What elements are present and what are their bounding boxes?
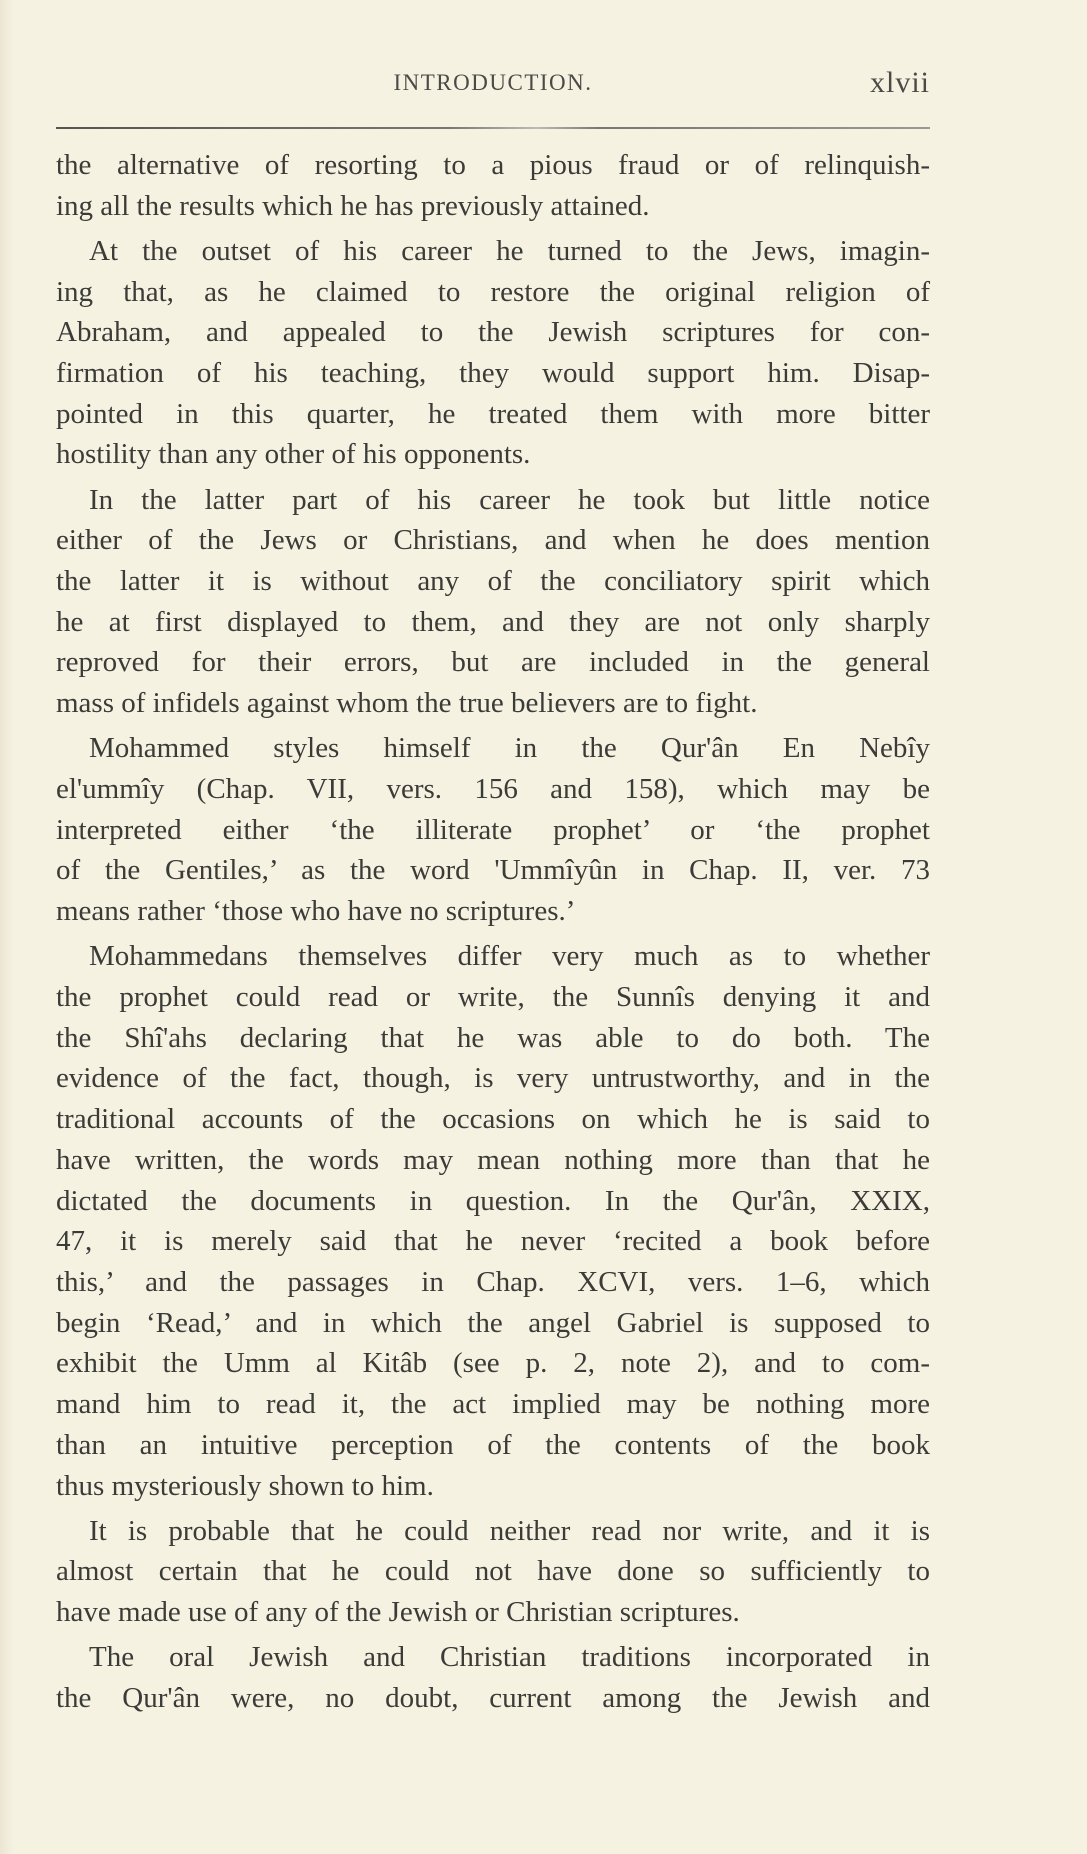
text-line: el'ummîy (Chap. VII, vers. 156 and 158), which may be: [56, 773, 930, 806]
paragraph: [56, 1511, 930, 1633]
text-line: Mohammedans themselves differ very much as to whether: [89, 940, 930, 973]
text-line: evidence of the fact, though, is very untrustworthy, and in the: [56, 1062, 930, 1095]
body-text: [56, 145, 930, 1719]
text-line: reproved for their errors, but are included in the general: [56, 646, 930, 679]
text-line: this,’ and the passages in Chap. XCVI, vers. 1–6, which: [56, 1265, 930, 1298]
paragraph: [56, 145, 930, 226]
paragraph: [56, 480, 930, 724]
paragraph: [56, 231, 930, 475]
text-line: the prophet could read or write, the Sunnîs denying it and: [56, 981, 930, 1014]
text-line: hostility than any other of his opponents.: [56, 438, 531, 471]
text-line: mass of infidels against whom the true believers are to fight.: [56, 687, 758, 720]
text-line: dictated the documents in question. In the Qur'ân, XXIX,: [56, 1184, 930, 1217]
text-line: have written, the words may mean nothing more than that he: [56, 1143, 930, 1176]
text-line: than an intuitive perception of the contents of the book: [56, 1428, 930, 1461]
text-line: the latter it is without any of the conciliatory spirit which: [56, 565, 930, 598]
text-line: he at first displayed to them, and they are not only sharply: [56, 605, 930, 638]
text-line: the alternative of resorting to a pious fraud or of relinquish-: [56, 149, 930, 181]
page-number: xlvii: [869, 66, 930, 99]
text-line: thus mysteriously shown to him.: [56, 1469, 434, 1502]
paragraph: [56, 1637, 930, 1718]
text-line: In the latter part of his career he took but little notice: [89, 483, 930, 516]
text-line: exhibit the Umm al Kitâb (see p. 2, note 2), and to com-: [56, 1347, 930, 1380]
text-line: At the outset of his career he turned to the Jews, imagin-: [89, 234, 930, 267]
header-rule: [56, 127, 930, 129]
text-line: the Qur'ân were, no doubt, current among the Jewish and: [56, 1682, 930, 1715]
text-line: almost certain that he could not have done so sufficiently to: [56, 1555, 930, 1588]
text-line: ing all the results which he has previously attained.: [56, 189, 650, 222]
text-line: The oral Jewish and Christian traditions incorporated in: [89, 1641, 930, 1674]
text-line: traditional accounts of the occasions on which he is said to: [56, 1103, 930, 1136]
text-line: Mohammed styles himself in the Qur'ân En Nebîy: [89, 732, 930, 765]
text-line: begin ‘Read,’ and in which the angel Gabriel is supposed to: [56, 1306, 930, 1339]
text-line: firmation of his teaching, they would support him. Disap-: [56, 357, 930, 390]
text-line: mand him to read it, the act implied may be nothing more: [56, 1388, 930, 1421]
paragraph: [56, 728, 930, 932]
text-line: It is probable that he could neither read nor write, and it is: [89, 1514, 930, 1547]
text-line: pointed in this quarter, he treated them with more bitter: [56, 397, 930, 430]
text-line: 47, it is merely said that he never ‘recited a book before: [56, 1225, 930, 1258]
running-title: INTRODUCTION.: [393, 70, 593, 95]
text-line: either of the Jews or Christians, and when he does mention: [56, 524, 930, 557]
text-line: Abraham, and appealed to the Jewish scriptures for con-: [56, 316, 930, 349]
text-line: means rather ‘those who have no scriptures.’: [56, 895, 576, 928]
text-line: interpreted either ‘the illiterate prophet’ or ‘the prophet: [56, 813, 930, 846]
text-line: the Shî'ahs declaring that he was able to do both. The: [56, 1021, 930, 1054]
text-line: have made use of any of the Jewish or Christian scriptures.: [56, 1596, 740, 1629]
paragraph: [56, 936, 930, 1506]
page-header: [56, 66, 930, 110]
page-edge-shadow: [0, 0, 14, 1854]
text-line: ing that, as he claimed to restore the original religion of: [56, 275, 930, 308]
text-line: of the Gentiles,’ as the word 'Ummîyûn in Chap. II, ver. 73: [56, 854, 930, 887]
